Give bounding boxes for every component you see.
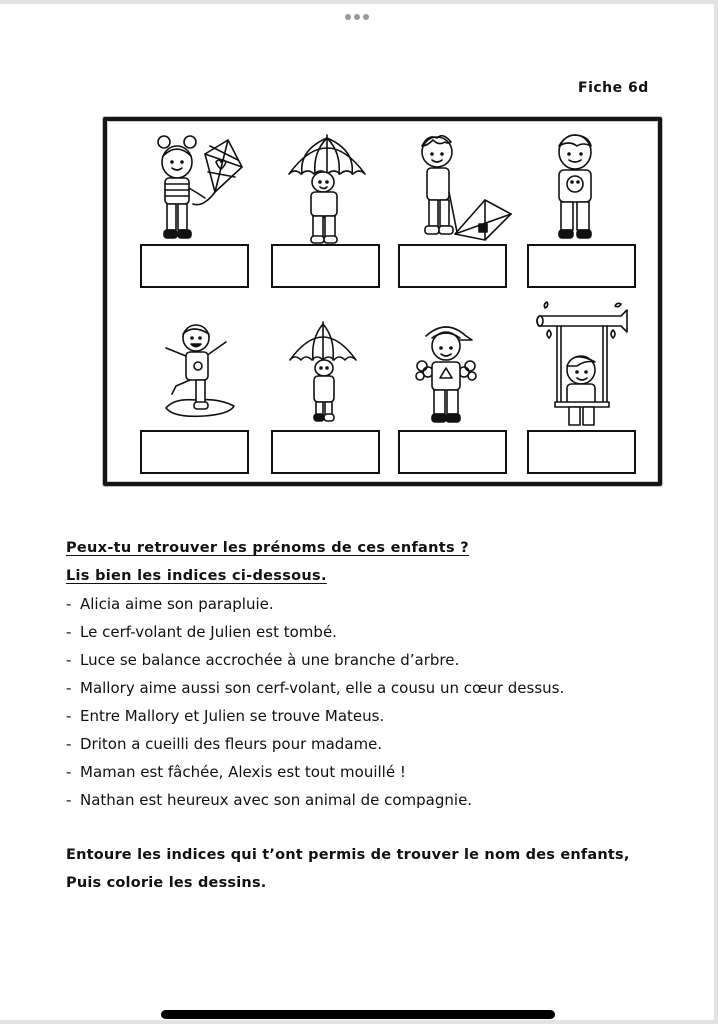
girl-on-tree-swing-drawing	[535, 304, 631, 434]
bullet-dash: -	[66, 791, 72, 809]
clue-item	[66, 677, 666, 705]
name-box-row1-col2[interactable]	[271, 244, 380, 288]
document-page	[0, 4, 714, 1020]
boy-with-umbrella-drawing	[287, 132, 367, 248]
home-indicator-bar[interactable]	[161, 1010, 555, 1019]
bullet-dash: -	[66, 595, 72, 613]
clue-item	[66, 761, 666, 789]
clue-item	[66, 705, 666, 733]
child-with-flowers-drawing	[412, 320, 482, 428]
final-instructions	[66, 844, 686, 900]
instructions-heading: Lis bien les indices ci-dessous.	[66, 568, 327, 584]
boy-with-fallen-kite-drawing	[415, 132, 515, 248]
boy-jumping-in-puddle-drawing	[160, 320, 240, 424]
boy-holding-pet-drawing	[545, 132, 605, 248]
more-options-icon[interactable]	[345, 14, 369, 20]
clue-text: Entre Mallory et Julien se trouve Mateus.	[80, 707, 385, 725]
name-box-row2-col3[interactable]	[398, 430, 507, 474]
girl-with-heart-kite-drawing	[150, 132, 250, 248]
bullet-dash: -	[66, 707, 72, 725]
bullet-dash: -	[66, 623, 72, 641]
clue-item	[66, 789, 666, 817]
dot	[345, 14, 351, 20]
bullet-dash: -	[66, 763, 72, 781]
name-box-row2-col1[interactable]	[140, 430, 249, 474]
name-box-row1-col3[interactable]	[398, 244, 507, 288]
name-box-row2-col2[interactable]	[271, 430, 380, 474]
clue-text: Alicia aime son parapluie.	[80, 595, 274, 613]
bullet-dash: -	[66, 679, 72, 697]
clue-item	[66, 649, 666, 677]
clue-item	[66, 733, 666, 761]
clues-section	[66, 537, 666, 817]
name-box-row1-col1[interactable]	[140, 244, 249, 288]
instruction-line-2: Puis colorie les dessins.	[66, 875, 267, 891]
bullet-dash: -	[66, 651, 72, 669]
clue-text: Maman est fâchée, Alexis est tout mouillé !	[80, 763, 406, 781]
sheet-label: Fiche 6d	[578, 80, 649, 96]
dot	[354, 14, 360, 20]
clue-text: Nathan est heureux avec son animal de compagnie.	[80, 791, 473, 809]
clue-item	[66, 621, 666, 649]
clue-item	[66, 593, 666, 621]
bullet-dash: -	[66, 735, 72, 753]
girl-with-umbrella-drawing	[288, 320, 358, 428]
question-heading: Peux-tu retrouver les prénoms de ces enfants ?	[66, 540, 469, 556]
clue-text: Luce se balance accrochée à une branche d’arbre.	[80, 651, 460, 669]
clue-text: Driton a cueilli des fleurs pour madame.	[80, 735, 383, 753]
name-box-row2-col4[interactable]	[527, 430, 636, 474]
clue-text: Mallory aime aussi son cerf-volant, elle a cousu un cœur dessus.	[80, 679, 565, 697]
clue-text: Le cerf-volant de Julien est tombé.	[80, 623, 337, 641]
dot	[363, 14, 369, 20]
instruction-line-1: Entoure les indices qui t’ont permis de trouver le nom des enfants,	[66, 847, 630, 863]
name-box-row1-col4[interactable]	[527, 244, 636, 288]
